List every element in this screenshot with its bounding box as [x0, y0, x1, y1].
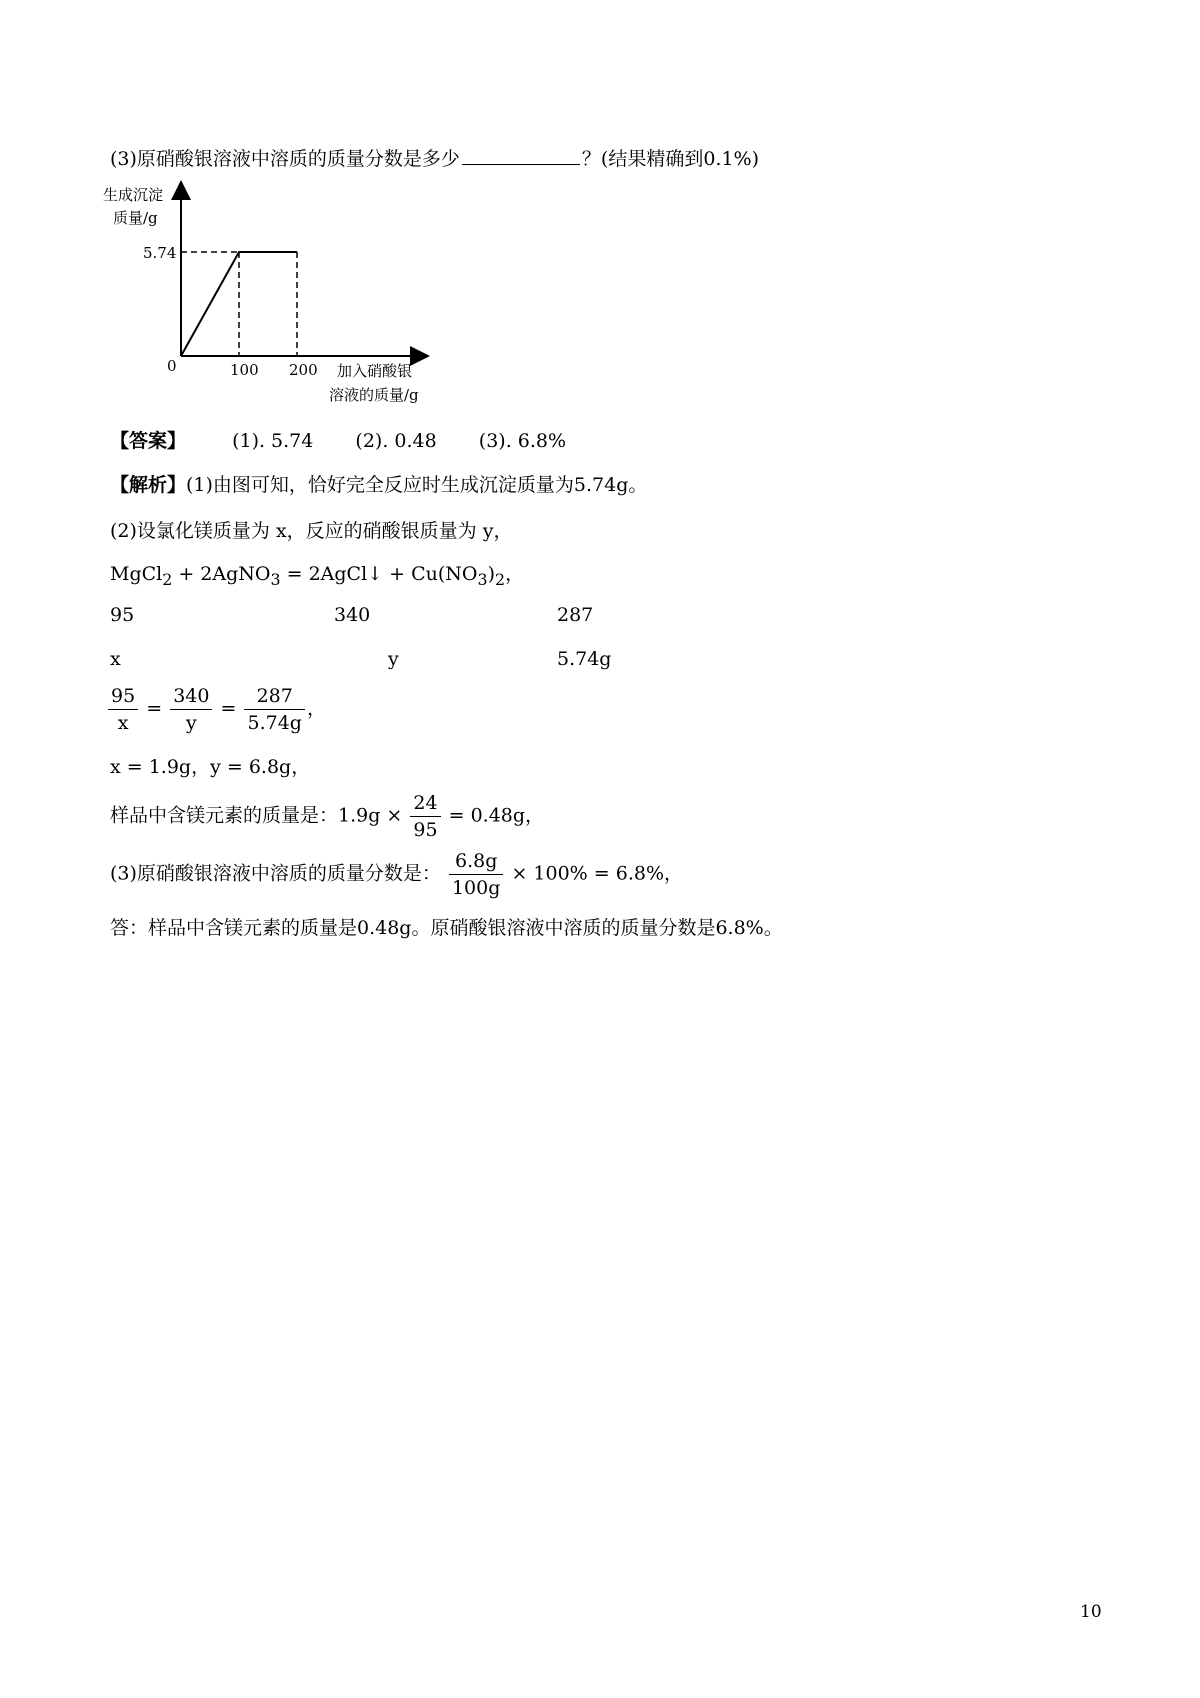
eq-sub-1: 2: [162, 569, 173, 589]
x-tick-label-100: 100: [230, 361, 259, 379]
ratio-equation: [106, 683, 326, 736]
row1-cell-3: 287: [557, 604, 594, 626]
answer-label: 【答案】: [110, 430, 187, 452]
page-number: 10: [1080, 1602, 1102, 1622]
fraction-95-x: [108, 683, 138, 736]
row1-cell-1: 95: [110, 604, 135, 626]
y-axis-label-1: 生成沉淀: [103, 186, 164, 204]
fraction-den: y: [185, 712, 197, 734]
row1-cell-2: 340: [334, 604, 371, 626]
conc-text: (3)原硝酸银溶液中溶质的质量分数是：: [110, 862, 441, 885]
precipitate-chart: [95, 178, 455, 408]
answer-item-1: (1). 5.74: [232, 430, 314, 452]
answer-item-2: (2). 0.48: [355, 430, 437, 452]
analysis-text-2: (2)设氯化镁质量为 x，反应的硝酸银质量为 y，: [110, 520, 513, 542]
eq-sub-4: 2: [494, 569, 506, 589]
question-suffix: ？(结果精确到0.1%): [581, 148, 760, 170]
fraction-24-95: [410, 790, 440, 843]
question-line: [110, 144, 759, 171]
solution-text: x = 1.9g，y = 6.8g，: [110, 756, 311, 778]
x-tick-label-200: 200: [289, 361, 318, 379]
y-tick-label: 5.74: [143, 244, 177, 262]
fraction-num: 6.8g: [449, 848, 503, 875]
eq-part-5: ，: [505, 563, 525, 585]
ratio-comma: ，: [306, 697, 326, 720]
eq-part-1: MgCl: [110, 563, 163, 585]
question-text: (3)原硝酸银溶液中溶质的质量分数是多少: [110, 148, 460, 170]
fraction-num: 24: [410, 790, 440, 817]
x-axis-label-2: 溶液的质量/g: [329, 386, 419, 404]
fraction-den: 95: [413, 819, 438, 841]
answer-line: [110, 426, 566, 453]
magnesium-mass-line: [110, 790, 544, 843]
fraction-287-574: [244, 683, 304, 736]
concentration-line: [110, 848, 683, 901]
fraction-num: 287: [244, 683, 304, 710]
conclusion-line: [110, 913, 783, 940]
fraction-num: 340: [170, 683, 212, 710]
solution-line: [110, 752, 310, 779]
answer-item-3: (3). 6.8%: [478, 430, 567, 452]
fraction-den: x: [117, 712, 129, 734]
mg-text: 样品中含镁元素的质量是：1.9g ×: [110, 804, 403, 827]
conc-result: × 100% = 6.8%，: [511, 862, 684, 885]
fraction-340-y: [170, 683, 212, 736]
analysis-line-2: [110, 516, 512, 543]
fraction-den: 5.74g: [247, 712, 302, 734]
eq-part-2: + 2AgNO: [172, 563, 271, 585]
equals-sign: =: [220, 697, 237, 720]
equals-sign: =: [146, 697, 163, 720]
eq-sub-2: 3: [270, 569, 281, 589]
row2-cell-3: 5.74g: [557, 648, 612, 670]
x-axis-label-1: 加入硝酸银: [337, 362, 413, 380]
conclusion-text: 答：样品中含镁元素的质量是0.48g。原硝酸银溶液中溶质的质量分数是6.8%。: [110, 917, 783, 939]
fraction-num: 95: [108, 683, 138, 710]
analysis-label: 【解析】: [110, 474, 187, 496]
row2-cell-1: x: [110, 648, 121, 670]
chemical-equation: [110, 559, 524, 589]
y-axis-label-2: 质量/g: [113, 209, 158, 227]
analysis-text-1: (1)由图可知，恰好完全反应时生成沉淀质量为5.74g。: [186, 474, 648, 496]
answer-blank: [462, 146, 580, 165]
row2-cell-2: y: [388, 648, 399, 670]
fraction-den: 100g: [451, 877, 501, 899]
mg-result: = 0.48g，: [448, 804, 545, 827]
eq-part-4: ): [487, 563, 495, 585]
fraction-68-100: [449, 848, 503, 901]
eq-part-3: = 2AgCl↓ + Cu(NO: [280, 563, 478, 585]
eq-sub-3: 3: [477, 569, 488, 589]
analysis-line-1: [110, 470, 647, 497]
origin-label: 0: [167, 357, 177, 375]
